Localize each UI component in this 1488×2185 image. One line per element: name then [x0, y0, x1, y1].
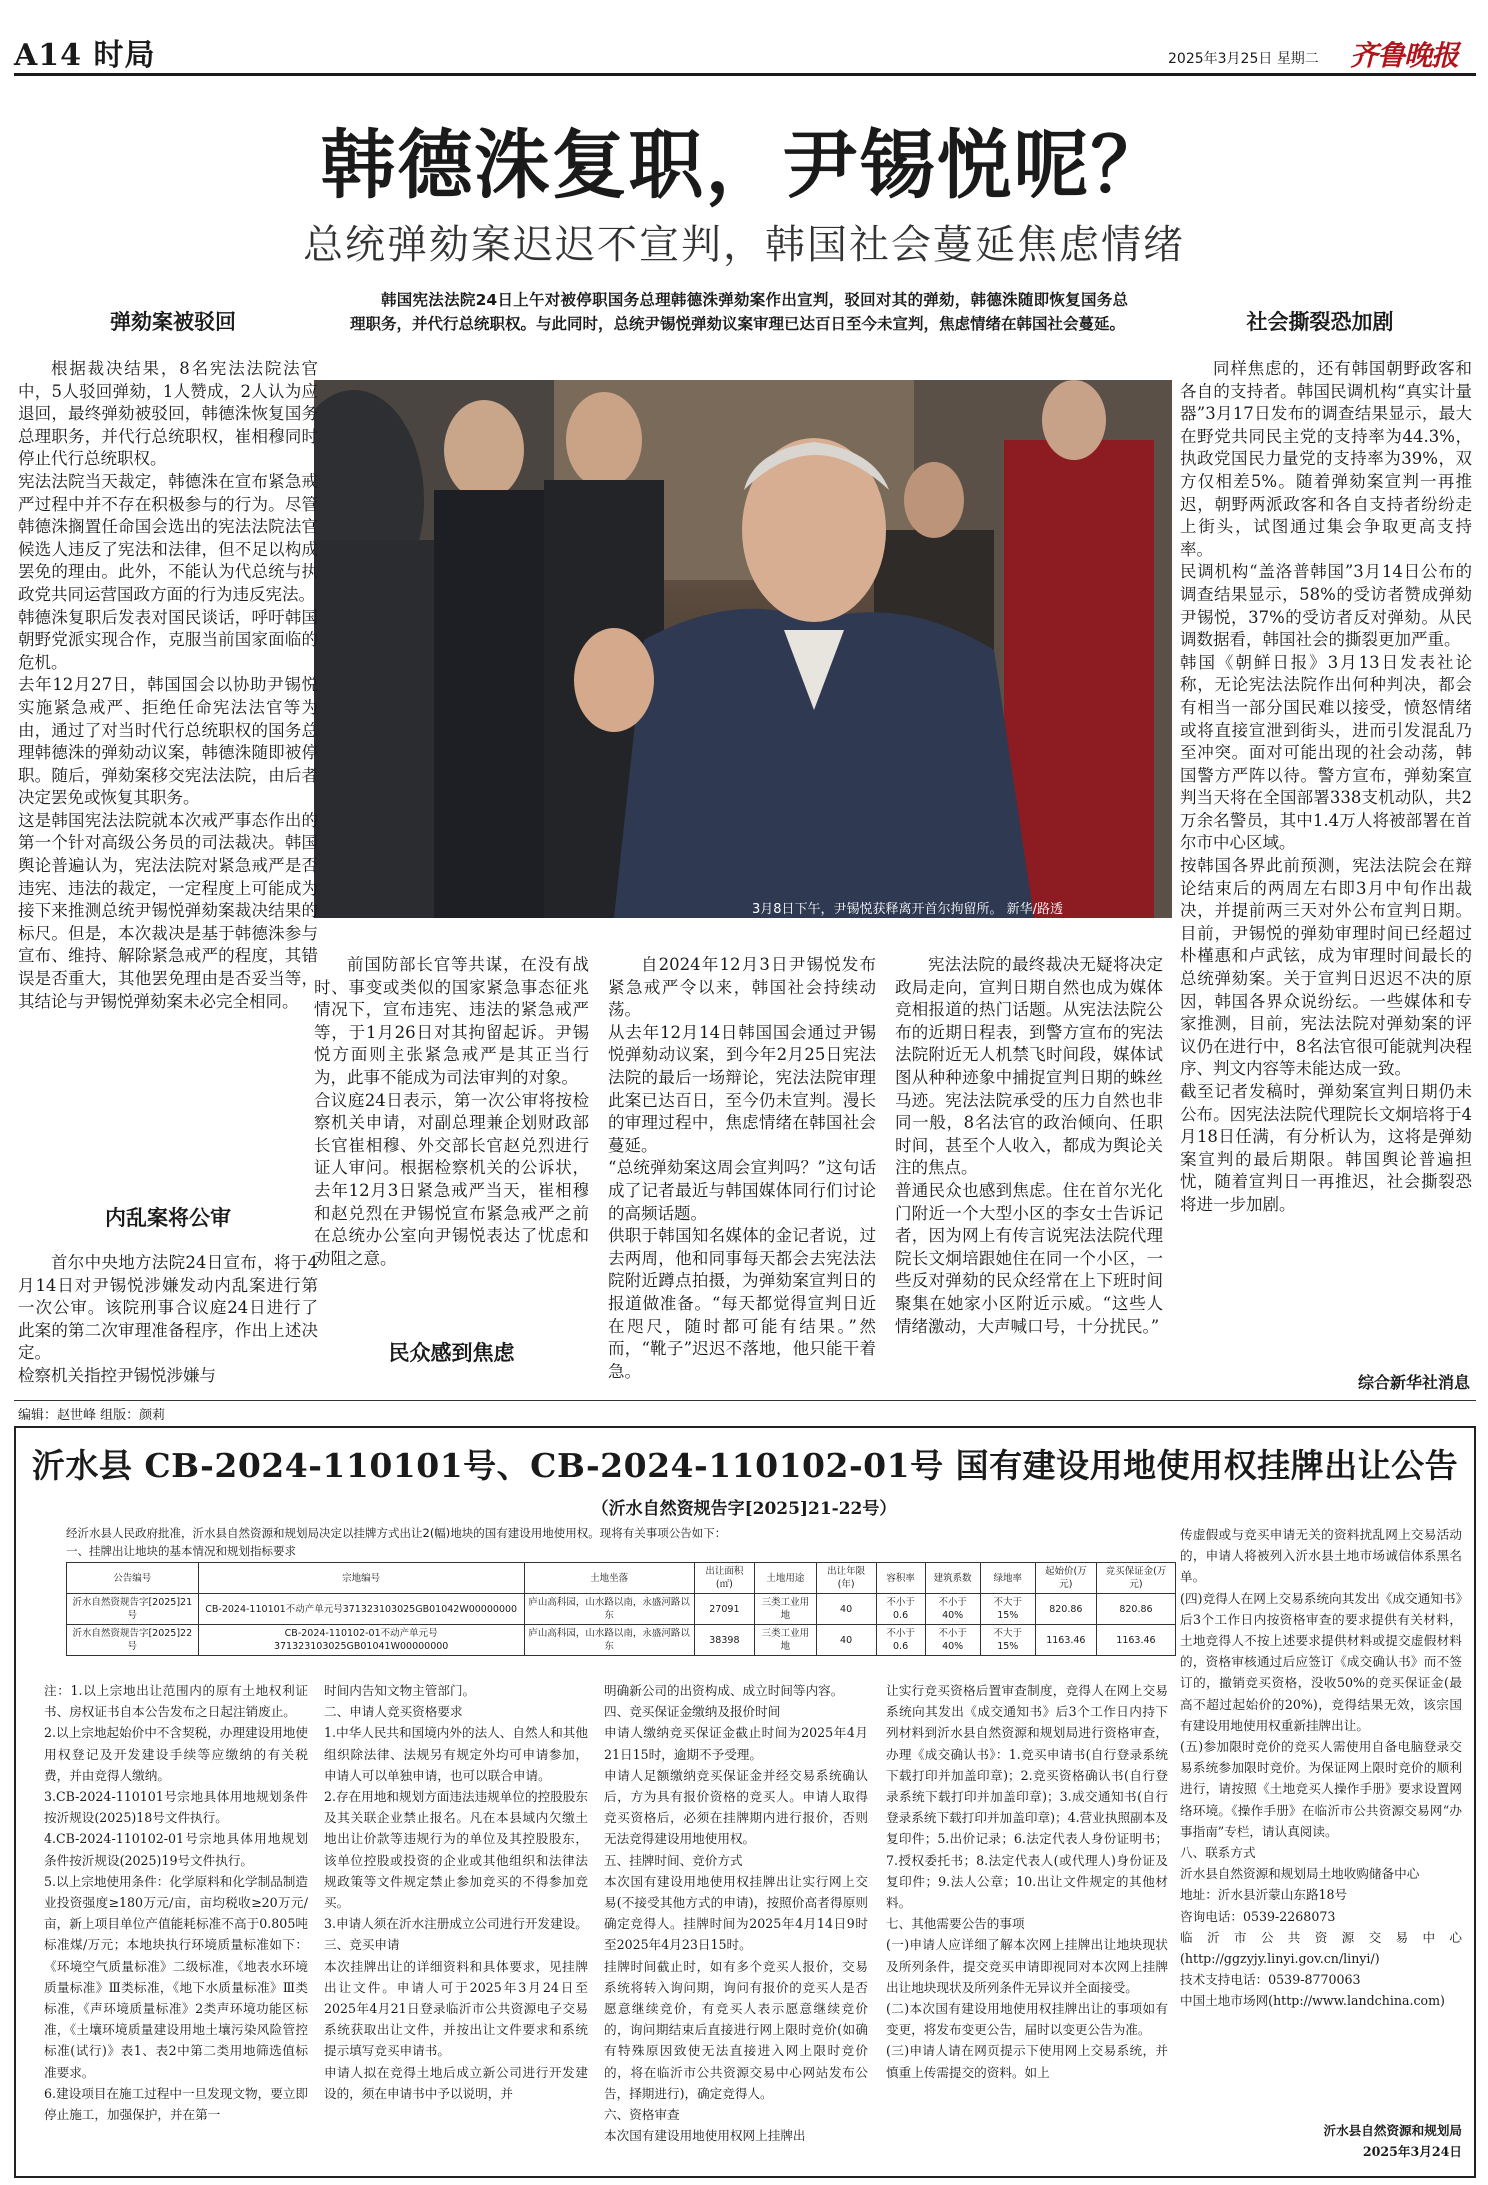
table-cell: 820.86: [1096, 1594, 1175, 1625]
table-cell: 不小于40%: [925, 1594, 980, 1625]
table-header-cell: 公告编号: [67, 1563, 199, 1594]
article-column-3: 自2024年12月3日尹锡悦发布紧急戒严令以来，韩国社会持续动荡。 从去年12月14日韩国国会通过尹锡悦弹劾动议案，到今年2月25日宪法法院的最后一场辩论，宪法法院审理此案已达百日，至今仍未宣判。漫长的审理过程中，焦虑情绪在韩国社会蔓延。 “总统弹劾案这周会宣判吗？”这句话成了记者最近与韩国媒体同行们讨论的高频话题。 供职于韩国知名媒体的金记者说，过去两周，他和同事每天都会去宪法法院附近蹲点拍摄，为弹劾案宣判日的报道做准备。“每天都觉得宣判日近在咫尺，随时都可能有结果。”然而，“靴子”迟迟不落地，他只能干着急。: [608, 955, 876, 1381]
notice-column-3: 明确新公司的出资构成、成立时间等内容。 四、竞买保证金缴纳及报价时间 申请人缴纳竞买保证金截止时间为2025年4月21日15时，逾期不予受理。 申请人足额缴纳竞买保证金并经交易系统确认后，方为具有报价资格的竞买人。申请人取得竞买资格后，必须在挂牌期内进行报价，否则无法竞得建设用地使用权。 五、挂牌时间、竞价方式 本次国有建设用地使用权挂牌出让实行网上交易(不接受其他方式的申请)，按照价高者得原则确定竞得人。挂牌时间为2025年4月14日9时至2025年4月23日15时。 挂牌时间截止时，如有多个竞买人报价，交易系统将转入询问期，询问有报价的竞买人是否愿意继续竞价，有竞买人表示愿意继续竞价的，询问期结束后直接进行网上限时竞价(如确有特殊原因致使无法直接进入网上限时竞价的，将在临沂市公共资源交易中心网站发布公告，择期进行)，确定竞得人。 六、资格审查 本次国有建设用地使用权网上挂牌出: [604, 1683, 868, 2144]
section-heading: 社会撕裂恐加剧: [1246, 310, 1394, 334]
table-cell: 不大于15%: [980, 1594, 1035, 1625]
table-cell: 820.86: [1035, 1594, 1096, 1625]
table-cell: 不小于40%: [925, 1625, 980, 1656]
article-column-5: 同样焦虑的，还有韩国朝野政客和各自的支持者。韩国民调机构“真实计量器”3月17日发布的调查结果显示，最大在野党共同民主党的支持率为44.3%，执政党国民力量党的支持率为39%，双方仅相差5%。随着弹劾案宣判一再推迟，朝野两派政客和各自支持者纷纷走上街头，试图通过集会争取更高支持率。 民调机构“盖洛普韩国”3月14日公布的调查结果显示，58%的受访者赞成弹劾尹锡悦，37%的受访者反对弹劾。从民调数据看，韩国社会的撕裂更加严重。 韩国《朝鲜日报》3月13日发表社论称，无论宪法法院作出何种判决，都会有相当一部分国民难以接受，愤怒情绪或将直接宣泄到街头，进而引发混乱乃至冲突。面对可能出现的社会动荡，韩国警方严阵以待。警方宣布，弹劾案宣判当天将在全国部署338支机动队，共2万余名警员，其中1.4万人将被部署在首尔市中心区域。 按韩国各界此前预测，宪法法院会在辩论结束后的两周左右即3月中旬作出裁决，并提前两三天对外公布宣判日期。目前，尹锡悦的弹劾审理时间已经超过朴槿惠和卢武铉，成为审理时间最长的总统弹劾案。关于宣判日迟迟不决的原因，韩国各界众说纷纭。一些媒体和专家推测，目前，宪法法院对弹劾案的评议仍在进行中，8名法官很可能就判决程序、判文内容等未能达成一致。 截至记者发稿时，弹劾案宣判日期仍未公布。因宪法法院代理院长文炯培将于4月18日任满，有分析认为，这将是弹劾案宣判的最后期限。韩国舆论普遍担忧，随着宣判日一再推迟，社会撕裂恐将进一步加剧。: [1180, 359, 1472, 1214]
table-header-cell: 起始价(万元): [1035, 1563, 1096, 1594]
table-cell: 40: [816, 1594, 876, 1625]
notice-sign-date: 2025年3月24日: [1362, 2144, 1462, 2160]
notice-signer: 沂水县自然资源和规划局: [1323, 2123, 1462, 2138]
news-photo: [314, 380, 1172, 918]
table-cell: 40: [816, 1625, 876, 1656]
section-heading: 内乱案将公审: [105, 1206, 231, 1230]
table-body: [67, 1594, 1176, 1656]
table-cell: 不小于0.6: [876, 1594, 925, 1625]
article-column-1b: 首尔中央地方法院24日宣布，将于4月14日对尹锡悦涉嫌发动内乱案进行第一次公审。该院刑事合议庭24日进行了此案的第二次审理准备程序，作出上述决定。 检察机关指控尹锡悦涉嫌与: [18, 1253, 318, 1385]
table-cell: 沂水自然资规告字[2025]21号: [67, 1594, 199, 1625]
table-cell: CB-2024-110101不动产单元号371323103025GB01042W00000000: [198, 1594, 524, 1625]
notice-column-5: 传虚假或与竞买申请无关的资料扰乱网上交易活动的，申请人将被列入沂水县土地市场诚信体系黑名单。 (四)竞得人在网上交易系统向其发出《成交通知书》后3个工作日内按资格审查的要求提供有关材料，土地竞得人不按上述要求提供材料或提交虚假材料的，资格审核通过后应签订《成交确认书》而不签订的，撤销竞买资格，没收50%的竞买保证金(最高不超过起始价的20%)，竞得结果无效，该宗国有建设用地使用权重新挂牌出让。 (五)参加限时竞价的竞买人需使用自备电脑登录交易系统参加限时竞价。为保证网上限时竞价的顺利进行，请按照《土地竞买人操作手册》要求设置网络环境。《操作手册》在临沂市公共资源交易网“办事指南”专栏，请认真阅读。 八、联系方式 沂水县自然资源和规划局土地收购储备中心 地址：沂水县沂蒙山东路18号 咨询电话：0539-2268073 临沂市公共资源交易中心(http://ggzyjy.linyi.gov.cn/linyi/) 技术支持电话：0539-8770063 中国土地市场网(http://www.landchina.com): [1180, 1527, 1462, 2009]
table-header-row: [67, 1563, 1176, 1594]
byline: 综合新华社消息: [1357, 1373, 1470, 1392]
article-column-4: 宪法法院的最终裁决无疑将决定政局走向，宣判日期自然也成为媒体竞相报道的热门话题。从宪法法院公布的近期日程表，到警方宣布的宪法法院附近无人机禁飞时间段，媒体试图从种种迹象中捕捉宣判日期的蛛丝马迹。宪法法院承受的压力自然也非同一般，8名法官的政治倾向、任职时间，甚至个人收入，都成为舆论关注的焦点。 普通民众也感到焦虑。住在首尔光化门附近一个大型小区的李女士告诉记者，因为网上有传言说宪法法院代理院长文炯培跟她住在同一个小区，一些反对弹劾的民众经常在上下班时间聚集在她家小区附近示威。“这些人情绪激动，大声喊口号，十分扰民。”: [895, 955, 1163, 1336]
notice-intro-text: 经沂水县人民政府批准，沂水县自然资源和规划局决定以挂牌方式出让2(幅)地块的国有建设用地使用权。现将有关事项公告如下：: [66, 1526, 727, 1540]
article-column-1: 根据裁决结果，8名宪法法院法官中，5人驳回弹劾，1人赞成，2人认为应退回，最终弹劾被驳回，韩德洙恢复国务总理职务，并代行总统职权，崔相穆同时停止代行总统职权。 宪法法院当天裁定，韩德洙在宣布紧急戒严过程中并不存在积极参与的行为。尽管韩德洙搁置任命国会选出的宪法法院法官候选人违反了宪法和法律，但不足以构成罢免的理由。此外，不能认为代总统与执政党共同运营国政方面的行为违反宪法。 韩德洙复职后发表对国民谈话，呼吁韩国朝野党派实现合作，克服当前国家面临的危机。 去年12月27日，韩国国会以协助尹锡悦实施紧急戒严、拒绝任命宪法法官等为由，通过了对当时代行总统职权的国务总理韩德洙的弹劾动议案，韩德洙随即被停职。随后，弹劾案移交宪法法院，由后者决定罢免或恢复其职务。 这是韩国宪法法院就本次戒严事态作出的第一个针对高级公务员的司法裁决。韩国舆论普遍认为，宪法法院对紧急戒严是否违宪、违法的裁定，一定程度上可能成为接下来推测总统尹锡悦弹劾案裁决结果的标尺。但是，本次裁决是基于韩德洙参与宣布、维持、解除紧急戒严的程度，其错误是否重大，其他罢免理由是否妥当等，其结论与尹锡悦弹劾案未必完全相同。: [18, 359, 318, 1011]
table-cell: 38398: [694, 1625, 755, 1656]
table-header-cell: 绿地率: [980, 1563, 1035, 1594]
table-cell: 1163.46: [1096, 1625, 1175, 1656]
table-header-cell: 出让年限(年): [816, 1563, 876, 1594]
table-cell: 不小于0.6: [876, 1625, 925, 1656]
table-cell: CB-2024-110102-01不动产单元号371323103025GB01041W00000000: [198, 1625, 524, 1656]
table-cell: 1163.46: [1035, 1625, 1096, 1656]
notice-intro: [66, 1524, 1176, 1560]
headline: 韩德洙复职，尹锡悦呢？: [320, 121, 1168, 209]
table-cell: 三类工业用地: [755, 1625, 816, 1656]
subheadline: 总统弹劾案迟迟不宣判，韩国社会蔓延焦虑情绪: [303, 222, 1185, 268]
notice-column-4: 让实行竞买资格后置审查制度，竞得人在网上交易系统向其发出《成交通知书》后3个工作日内持下列材料到沂水县自然资源和规划局进行资格审查，办理《成交确认书》：1.竞买申请书(自行登录系统下载打印并加盖印章)；2.竞买资格确认书(自行登录系统下载打印并加盖印章)；3.成交通知书(自行登录系统下载打印并加盖印章)；4.营业执照副本及复印件；5.出价记录；6.法定代表人身份证明书；7.授权委托书；8.法定代表人(或代理人)身份证及复印件；9.法人公章；10.出让文件规定的其他材料。 七、其他需要公告的事项 (一)申请人应详细了解本次网上挂牌出让地块现状及所列条件，提交竞买申请即视同对本次网上挂牌出让地块现状及所列条件无异议并全面接受。 (二)本次国有建设用地使用权挂牌出让的事项如有变更，将发布变更公告，届时以变更公告为准。 (三)申请人请在网页提示下使用网上交易系统，并慎重上传需提交的资料。如上: [886, 1683, 1168, 2080]
table-row: [67, 1594, 1176, 1625]
notice-column-2: 时间内告知文物主管部门。 二、申请人竞买资格要求 1.中华人民共和国境内外的法人、自然人和其他组织除法律、法规另有规定外均可申请参加，申请人可以单独申请，也可以联合申请。 2.存在用地和规划方面违法违规单位的控股股东及其关联企业禁止报名。凡在本县域内欠缴土地出让价款等违规行为的单位及其控股股东，该单位控股或投资的企业或其他组织和法律法规政策等文件规定禁止参加竞买的不得参加竞买。 3.申请人须在沂水注册成立公司进行开发建设。 三、竞买申请 本次挂牌出让的详细资料和具体要求，见挂牌出让文件。申请人可于2025年3月24日至2025年4月21日登录临沂市公共资源电子交易系统获取出让文件，并按出让文件要求和系统提示填写竞买申请书。 申请人拟在竞得土地后成立新公司进行开发建设的，须在申请书中予以说明，并: [324, 1683, 588, 2101]
table-header-cell: 出让面积(㎡): [694, 1563, 755, 1594]
editor-credit: 编辑：赵世峰 组版：颜莉: [18, 1408, 166, 1423]
paper-logo: 齐鲁晚报: [1350, 39, 1459, 72]
notice-doc-number: （沂水自然资规告字[2025]21-22号）: [591, 1499, 897, 1519]
notice-section-heading: 一、挂牌出让地块的基本情况和规划指标要求: [66, 1544, 296, 1558]
table-cell: 27091: [694, 1594, 755, 1625]
weekday-text: 星期二: [1276, 51, 1319, 67]
table-cell: 不大于15%: [980, 1625, 1035, 1656]
section-heading: 民众感到焦虑: [388, 1341, 515, 1365]
table-header-cell: 土地坐落: [524, 1563, 694, 1594]
table-header-cell: 建筑系数: [925, 1563, 980, 1594]
table-header-cell: 竞买保证金(万元): [1096, 1563, 1175, 1594]
issue-date: [1168, 48, 1319, 68]
date-text: 2025年3月25日: [1168, 51, 1273, 67]
table-cell: 庐山高科园，山水路以南，永盛河路以东: [524, 1625, 694, 1656]
notice-signature: [1180, 2120, 1462, 2162]
table-header-cell: 土地用途: [755, 1563, 816, 1594]
notice-column-1: 注：1.以上宗地出让范围内的原有土地权利证书、房权证书自本公告发布之日起注销废止。 2.以上宗地起始价中不含契税，办理建设用地使用权登记及开发建设手续等应缴纳的有关税费，并由竞得人缴纳。 3.CB-2024-110101号宗地具体用地规划条件按沂规设(2025)18号文件执行。 4.CB-2024-110102-01号宗地具体用地规划条件按沂规设(2025)19号文件执行。 5.以上宗地使用条件：化学原料和化学制品制造业投资强度≥180万元/亩，亩均税收≥20万元/亩，新上项目单位产值能耗标准不高于0.805吨标准煤/万元；本地块执行环境质量标准如下：《环境空气质量标准》二级标准，《地表水环境质量标准》Ⅲ类标准，《地下水质量标准》Ⅲ类标准，《声环境质量标准》2类声环境功能区标准，《土壤环境质量建设用地土壤污染风险管控标准(试行)》表1、表2中第二类用地筛选值标准要求。 6.建设项目在施工过程中一旦发现文物，要立即停止施工，加强保护，并在第一: [44, 1683, 308, 2123]
photo-illustration: [314, 380, 1172, 918]
table-header-cell: 宗地编号: [198, 1563, 524, 1594]
photo-caption: 3月8日下午，尹锡悦获释离开首尔拘留所。 新华/路透: [752, 902, 1064, 917]
notice-title: 沂水县 CB-2024-110101号、CB-2024-110102-01号 国有建设用地使用权挂牌出让公告: [31, 1446, 1459, 1485]
table-header-cell: 容积率: [876, 1563, 925, 1594]
land-parcel-table: [66, 1562, 1176, 1656]
header-rule: [14, 73, 1476, 76]
table-cell: 庐山高科园，山水路以南，永盛河路以东: [524, 1594, 694, 1625]
section-heading: 弹劾案被驳回: [110, 310, 236, 334]
table-row: [67, 1625, 1176, 1656]
editor-rule: [14, 1400, 1476, 1401]
page-label: A14 时局: [14, 38, 156, 73]
lead-paragraph: 韩国宪法法院24日上午对被停职国务总理韩德洙弹劾案作出宣判，驳回对其的弹劾，韩德洙随即恢复国务总理职务，并代行总统职权。与此同时，总统尹锡悦弹劾议案审理已达百日至今未宣判，焦虑情绪在韩国社会蔓延。: [350, 291, 1128, 333]
article-column-2: 前国防部长官等共谋，在没有战时、事变或类似的国家紧急事态征兆情况下，宣布违宪、违法的紧急戒严等，于1月26日对其拘留起诉。尹锡悦方面则主张紧急戒严是其正当行为，此事不能成为司法审判的对象。 合议庭24日表示，第一次公审将按检察机关申请，对副总理兼企划财政部长官崔相穆、外交部长官赵兑烈进行证人审问。根据检察机关的公诉状，去年12月3日紧急戒严当天，崔相穆和赵兑烈在尹锡悦宣布紧急戒严之前在总统办公室向尹锡悦表达了忧虑和劝阻之意。: [314, 955, 589, 1268]
table-cell: 三类工业用地: [755, 1594, 816, 1625]
table-cell: 沂水自然资规告字[2025]22号: [67, 1625, 199, 1656]
